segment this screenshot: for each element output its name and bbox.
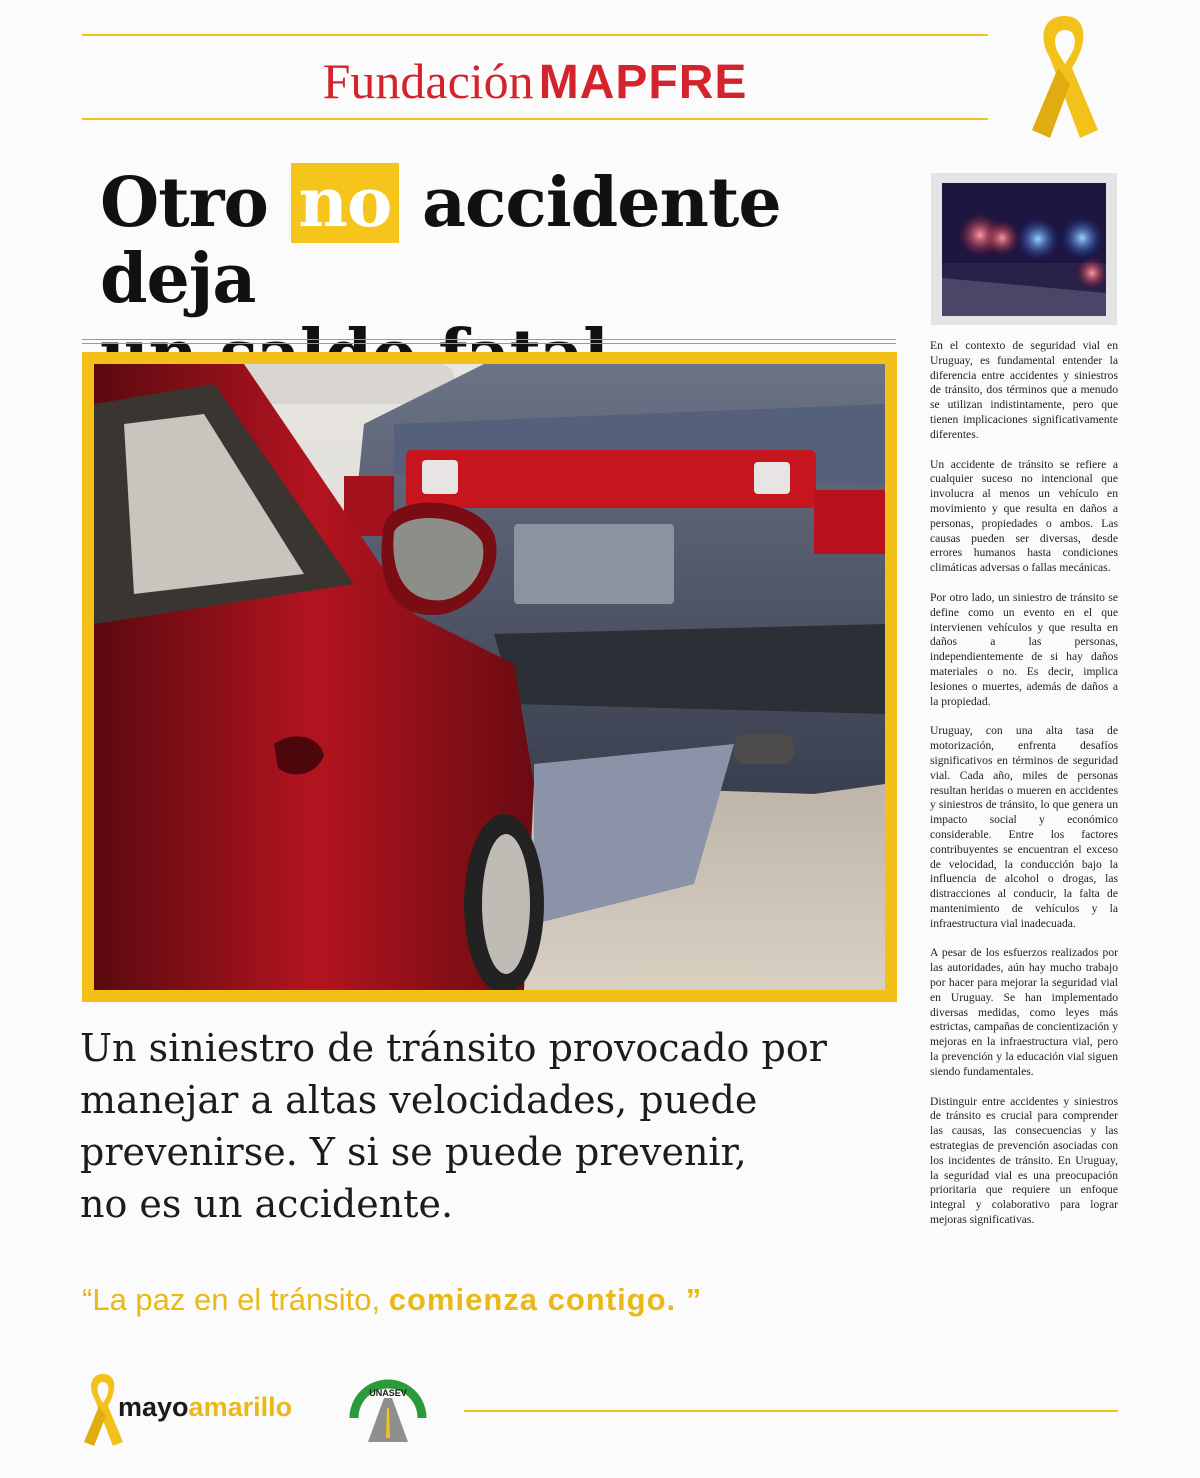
subhead-line: prevenirse. Y si se puede prevenir, bbox=[80, 1130, 747, 1174]
side-article bbox=[930, 339, 1118, 1243]
headline-divider-bottom bbox=[82, 343, 896, 344]
brand-name-mapfre: MAPFRE bbox=[538, 56, 748, 109]
mayo-amarillo-logo bbox=[118, 1392, 292, 1423]
article-paragraph: Uruguay, con una alta tasa de motorización, enfrenta desafíos significativos en términos de seguridad vial. Cada año, miles de personas resultan heridas o mueren en accidentes y siniestros de tránsito, lo que genera un impacto social y económico considerable. Entre los factores contribuyentes se encuentran el exceso de velocidad, la conducción bajo la influencia de alcohol o drogas, las distracciones al conducir, la falta de mantenimiento de vehículos y la infraestructura vial inadecuada. bbox=[930, 724, 1118, 930]
masthead-rule-top bbox=[82, 34, 988, 36]
side-photo-frame bbox=[931, 173, 1117, 325]
headline-part1: Otro bbox=[100, 163, 291, 243]
article-paragraph: Un accidente de tránsito se refiere a cualquier suceso no intencional que involucra al menos un vehículo en movimiento y que resulta en daños a personas, propiedades o ambos. Las causas pueden ser diversas, desde errores humanos hasta condiciones climáticas adversas o fallas mecánicas. bbox=[930, 457, 1118, 575]
subhead-line: manejar a altas velocidades, puede bbox=[80, 1078, 758, 1122]
article-paragraph: En el contexto de seguridad vial en Uruguay, es fundamental entender la diferencia entre accidentes y siniestros de tránsito, dos términos que a menudo se utilizan indistintamente, pero que tienen implicaciones significativamente diferentes. bbox=[930, 339, 1118, 441]
yellow-ribbon-icon bbox=[1020, 6, 1110, 146]
subhead-statement bbox=[80, 1022, 900, 1230]
article-paragraph: Por otro lado, un siniestro de tránsito se define como un evento en el que intervienen vehículos y que resulta en daños a las personas, independientemente de si hay daños materiales o no. Es decir, implica lesiones o muertes, además de daños a la propiedad. bbox=[930, 590, 1118, 708]
slogan bbox=[82, 1282, 702, 1318]
brand-name-fundacion: Fundación bbox=[322, 53, 534, 109]
slogan-open-quote: “ bbox=[82, 1282, 93, 1317]
main-photo-frame bbox=[82, 352, 897, 1002]
slogan-close-quote: ” bbox=[676, 1282, 703, 1317]
slogan-text: La paz en el tránsito, bbox=[92, 1282, 389, 1317]
masthead-logo bbox=[82, 52, 988, 110]
article-paragraph: A pesar de los esfuerzos realizados por las autoridades, aún hay mucho trabajo por hacer para mejorar la seguridad vial en Uruguay. Se han implementado diversas medidas, como leyes más estrictas, campañas de concientización y mejoras en la infraestructura vial, pero la prevención y la educación vial siguen siendo fundamentales. bbox=[930, 946, 1118, 1078]
article-paragraph: Distinguir entre accidentes y siniestros de tránsito es crucial para comprender las causas, las consecuencias y las estrategias de prevención asociadas con los incidentes de tránsito. En Uruguay, la seguridad vial es una preocupación prioritaria que requiere un enfoque integral y colaborativo para lograr mejoras significativas. bbox=[930, 1094, 1118, 1227]
headline-part2: accidente deja bbox=[100, 163, 781, 319]
police-lights-photo bbox=[942, 183, 1106, 316]
subhead-line: Un siniestro de tránsito provocado por bbox=[80, 1026, 827, 1070]
slogan-bold: comienza contigo. bbox=[388, 1282, 677, 1317]
mayo-text: mayo bbox=[118, 1392, 189, 1422]
car-crash-photo bbox=[94, 364, 885, 990]
headline-highlight: no bbox=[291, 163, 400, 243]
headline-divider-top bbox=[82, 339, 896, 340]
unasev-label: UNASEV bbox=[369, 1388, 407, 1398]
amarillo-text: amarillo bbox=[188, 1392, 293, 1422]
footer-rule bbox=[464, 1410, 1118, 1412]
masthead-rule-bottom bbox=[82, 118, 988, 120]
unasev-logo-icon bbox=[348, 1372, 428, 1444]
subhead-line: no es un accidente. bbox=[80, 1182, 454, 1226]
